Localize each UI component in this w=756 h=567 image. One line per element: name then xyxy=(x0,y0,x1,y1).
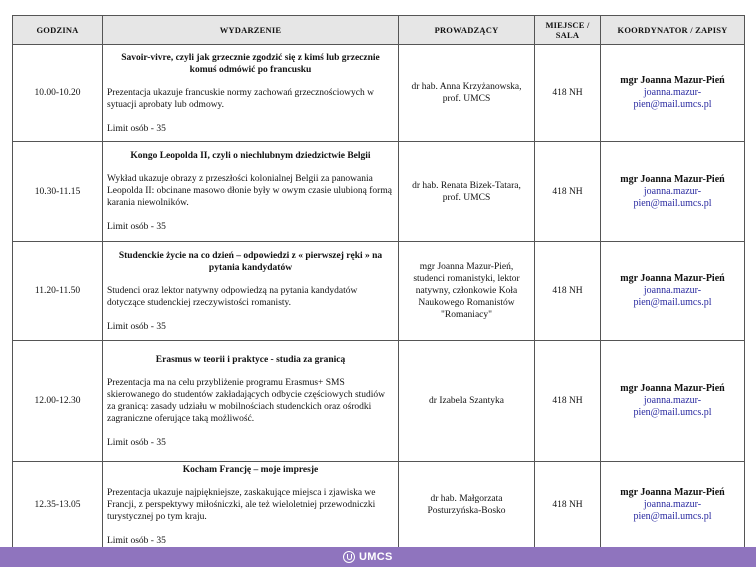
coordinator-cell xyxy=(601,142,745,242)
coordinator-name: mgr Joanna Mazur-Pień xyxy=(620,173,725,185)
coordinator-name: mgr Joanna Mazur-Pień xyxy=(620,487,725,498)
header-time: GODZINA xyxy=(13,16,103,45)
logo-text: UMCS xyxy=(359,551,393,563)
event-description: Prezentacja ukazuje najpiękniejsze, zaskakujące miejsca i zjawiska we Francji, z perspektywy miłośniczki, ale też wieloletniej przewodniczki turystycznej po tym kraju. xyxy=(107,487,376,522)
time-cell: 12.35-13.05 xyxy=(13,462,103,549)
time-cell: 10.30-11.15 xyxy=(13,142,103,242)
coordinator-email-link[interactable]: joanna.mazur-pien@mail.umcs.pl xyxy=(633,395,712,418)
event-cell xyxy=(103,45,399,142)
table-row xyxy=(13,242,745,341)
room-cell: 418 NH xyxy=(535,462,601,549)
event-description: Prezentacja ma na celu przybliżenie programu Erasmus+ SMS skierowanego do studentów zakładających odbycie częściowych studiów za granicą: zasady udziału w mobilnościach studenckich oraz ośrodki zagraniczne oferujące taką możliwość. xyxy=(107,377,386,424)
event-limit: Limit osób - 35 xyxy=(107,321,166,332)
coordinator-name: mgr Joanna Mazur-Pień xyxy=(620,383,725,394)
event-cell xyxy=(103,142,399,242)
coordinator-email-link[interactable]: joanna.mazur-pien@mail.umcs.pl xyxy=(633,185,712,209)
header-coordinator: KOORDYNATOR / ZAPISY xyxy=(601,16,745,45)
coordinator-cell xyxy=(601,45,745,142)
event-title: Kongo Leopolda II, czyli o niechlubnym dziedzictwie Belgii xyxy=(130,151,371,161)
host-cell: dr hab. Renata Bizek-Tatara, prof. UMCS xyxy=(399,142,535,242)
coordinator-cell xyxy=(601,242,745,341)
host-cell: dr Izabela Szantyka xyxy=(399,341,535,462)
event-limit: Limit osób - 35 xyxy=(107,535,166,546)
coordinator-email-link[interactable]: joanna.mazur-pien@mail.umcs.pl xyxy=(633,499,712,522)
event-title: Erasmus w teorii i praktyce - studia za granicą xyxy=(155,354,346,365)
time-cell: 12.00-12.30 xyxy=(13,341,103,462)
coordinator-name: mgr Joanna Mazur-Pień xyxy=(620,75,725,86)
event-limit: Limit osób - 35 xyxy=(107,437,166,448)
room-cell: 418 NH xyxy=(535,242,601,341)
umcs-emblem-icon xyxy=(343,551,355,563)
room-cell: 418 NH xyxy=(535,45,601,142)
table-row xyxy=(13,341,745,462)
event-title: Savoir-vivre, czyli jak grzecznie zgodzić się z kimś lub grzecznie komuś odmówić po francusku xyxy=(121,52,380,75)
room-cell: 418 NH xyxy=(535,341,601,462)
header-room: MIEJSCE / SALA xyxy=(535,16,601,45)
event-title: Kocham Francję – moje impresje xyxy=(182,464,319,475)
header-host: PROWADZĄCY xyxy=(399,16,535,45)
header-row xyxy=(13,16,745,45)
event-description: Wykład ukazuje obrazy z przeszłości kolonialnej Belgii za panowania Leopolda II: obcinane masowo dłonie były w owym czasie ulubioną formą karania niewolników. xyxy=(107,174,392,208)
footer-bar xyxy=(0,547,756,567)
event-cell xyxy=(103,341,399,462)
umcs-logo xyxy=(343,550,393,564)
host-cell: dr hab. Anna Krzyżanowska, prof. UMCS xyxy=(399,45,535,142)
time-cell: 10.00-10.20 xyxy=(13,45,103,142)
event-title: Studenckie życie na co dzień – odpowiedzi z « pierwszej ręki » na pytania kandydatów xyxy=(118,250,383,273)
event-cell xyxy=(103,462,399,549)
table-row xyxy=(13,462,745,549)
room-cell: 418 NH xyxy=(535,142,601,242)
coordinator-email-link[interactable]: joanna.mazur-pien@mail.umcs.pl xyxy=(633,87,712,110)
host-cell: dr hab. Małgorzata Posturzyńska-Bosko xyxy=(399,462,535,549)
time-cell: 11.20-11.50 xyxy=(13,242,103,341)
table-row xyxy=(13,142,745,242)
coordinator-cell xyxy=(601,341,745,462)
event-limit: Limit osób - 35 xyxy=(107,123,166,134)
coordinator-name: mgr Joanna Mazur-Pień xyxy=(620,273,725,284)
header-event: WYDARZENIE xyxy=(103,16,399,45)
schedule-table xyxy=(12,15,745,549)
event-description: Prezentacja ukazuje francuskie normy zachowań grzecznościowych w sytuacji aprobaty lub odmowy. xyxy=(107,87,374,110)
host-cell: mgr Joanna Mazur-Pień, studenci romanistyki, lektor natywny, członkowie Koła Naukowego Romanistów "Romaniacy" xyxy=(399,242,535,341)
coordinator-cell xyxy=(601,462,745,549)
event-description: Studenci oraz lektor natywny odpowiedzą na pytania kandydatów dotyczące studenckiej rzeczywistości romanisty. xyxy=(107,285,358,308)
table-row xyxy=(13,45,745,142)
event-cell xyxy=(103,242,399,341)
event-limit: Limit osób - 35 xyxy=(107,222,166,232)
coordinator-email-link[interactable]: joanna.mazur-pien@mail.umcs.pl xyxy=(633,285,712,308)
